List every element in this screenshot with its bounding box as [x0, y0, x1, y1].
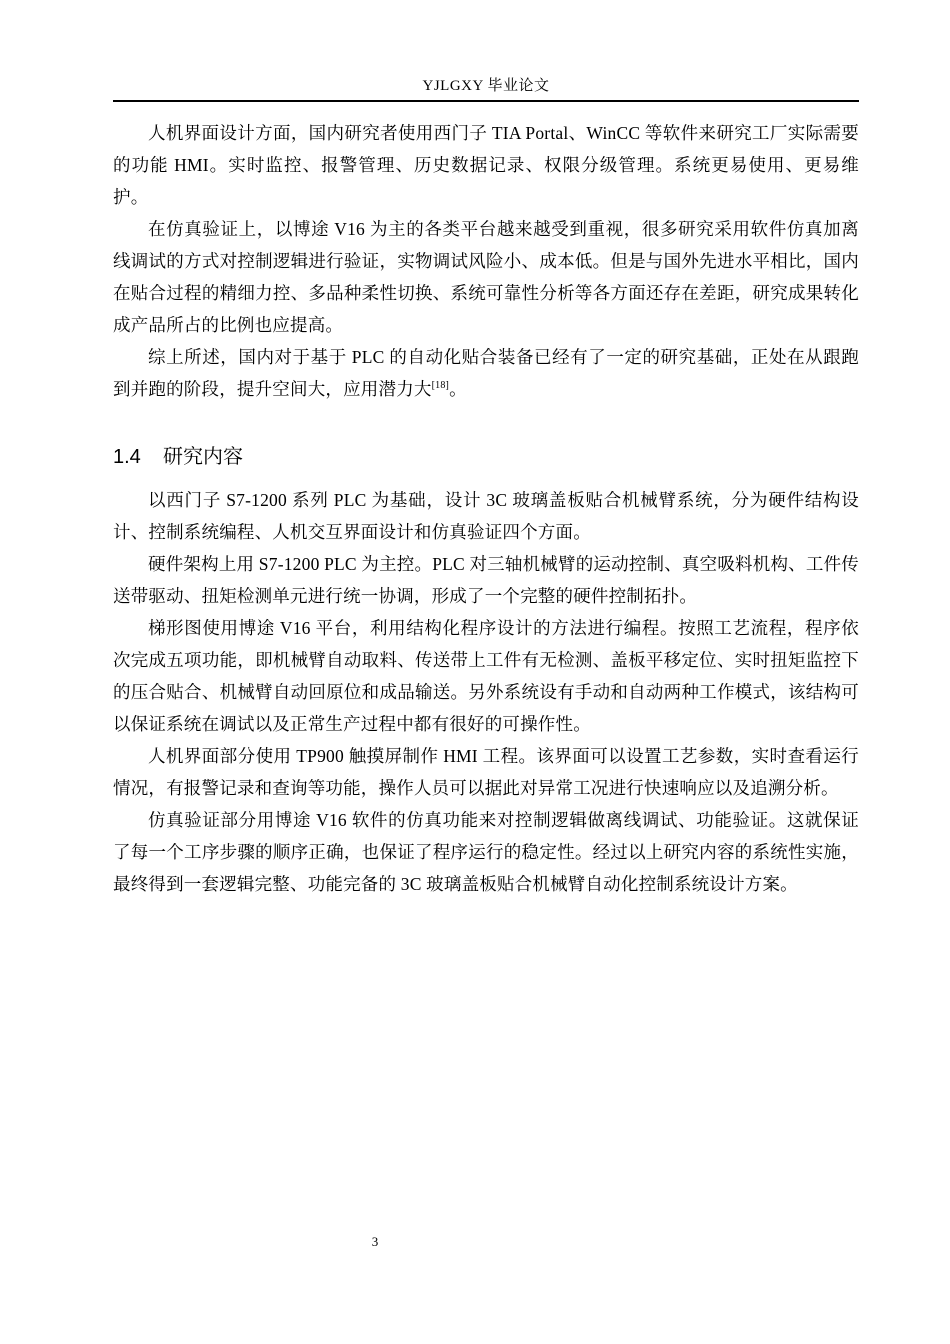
summary-end-punct: 。: [449, 379, 467, 399]
paragraph-research-overview: 以西门子 S7-1200 系列 PLC 为基础，设计 3C 玻璃盖板贴合机械臂系统，分为硬件结构设计、控制系统编程、人机交互界面设计和仿真验证四个方面。: [113, 490, 859, 542]
section-text-block: [113, 484, 859, 900]
paragraph-hmi-project: 人机界面部分使用 TP900 触摸屏制作 HMI 工程。该界面可以设置工艺参数，实时查看运行情况，有报警记录和查询等功能，操作人员可以据此对异常工况进行快速响应以及追溯分析。: [113, 746, 859, 798]
paragraph-ladder-programming: 梯形图使用博途 V16 平台，利用结构化程序设计的方法进行编程。按照工艺流程，程序依次完成五项功能，即机械臂自动取料、传送带上工件有无检测、盖板平移定位、实时扭矩监控下的压合贴合、机械臂自动回原位和成品输送。另外系统设有手动和自动两种工作模式，该结构可以保证系统在调试以及正常生产过程中都有很好的可操作性。: [113, 618, 859, 734]
paragraph-hmi-design: 人机界面设计方面，国内研究者使用西门子 TIA Portal、WinCC 等软件来研究工厂实际需要的功能 HMI。实时监控、报警管理、历史数据记录、权限分级管理。系统更易使用、更易维护。: [113, 123, 859, 207]
summary-text: 综上所述，国内对于基于 PLC 的自动化贴合装备已经有了一定的研究基础，正处在从跟跑到并跑的阶段，提升空间大，应用潜力大: [113, 347, 859, 399]
paragraph-simulation-verification: 在仿真验证上，以博途 V16 为主的各类平台越来越受到重视，很多研究采用软件仿真加离线调试的方式对控制逻辑进行验证，实物调试风险小、成本低。但是与国外先进水平相比，国内在贴合过程的精细力控、多品种柔性切换、系统可靠性分析等各方面还存在差距，研究成果转化成产品所占的比例也应提高。: [113, 219, 859, 335]
header-divider: [113, 100, 859, 102]
paragraph-hardware-architecture: 硬件架构上用 S7-1200 PLC 为主控。PLC 对三轴机械臂的运动控制、真空吸料机构、工件传送带驱动、扭矩检测单元进行统一协调，形成了一个完整的硬件控制拓扑。: [113, 554, 859, 606]
section-number: 1.4: [113, 446, 141, 468]
paragraph-simulation-part: 仿真验证部分用博途 V16 软件的仿真功能来对控制逻辑做离线调试、功能验证。这就保证了每一个工序步骤的顺序正确，也保证了程序运行的稳定性。经过以上研究内容的系统性实施，最终得到一套逻辑完整、功能完备的 3C 玻璃盖板贴合机械臂自动化控制系统设计方案。: [113, 810, 859, 894]
intro-text-block: [113, 117, 859, 405]
section-heading: [113, 441, 243, 473]
paragraph-summary: [113, 341, 859, 405]
section-title: 研究内容: [163, 446, 243, 468]
page-number: 3: [371, 1234, 379, 1249]
page-header: YJLGXY 毕业论文: [422, 78, 550, 94]
citation-ref: [18]: [431, 380, 450, 391]
